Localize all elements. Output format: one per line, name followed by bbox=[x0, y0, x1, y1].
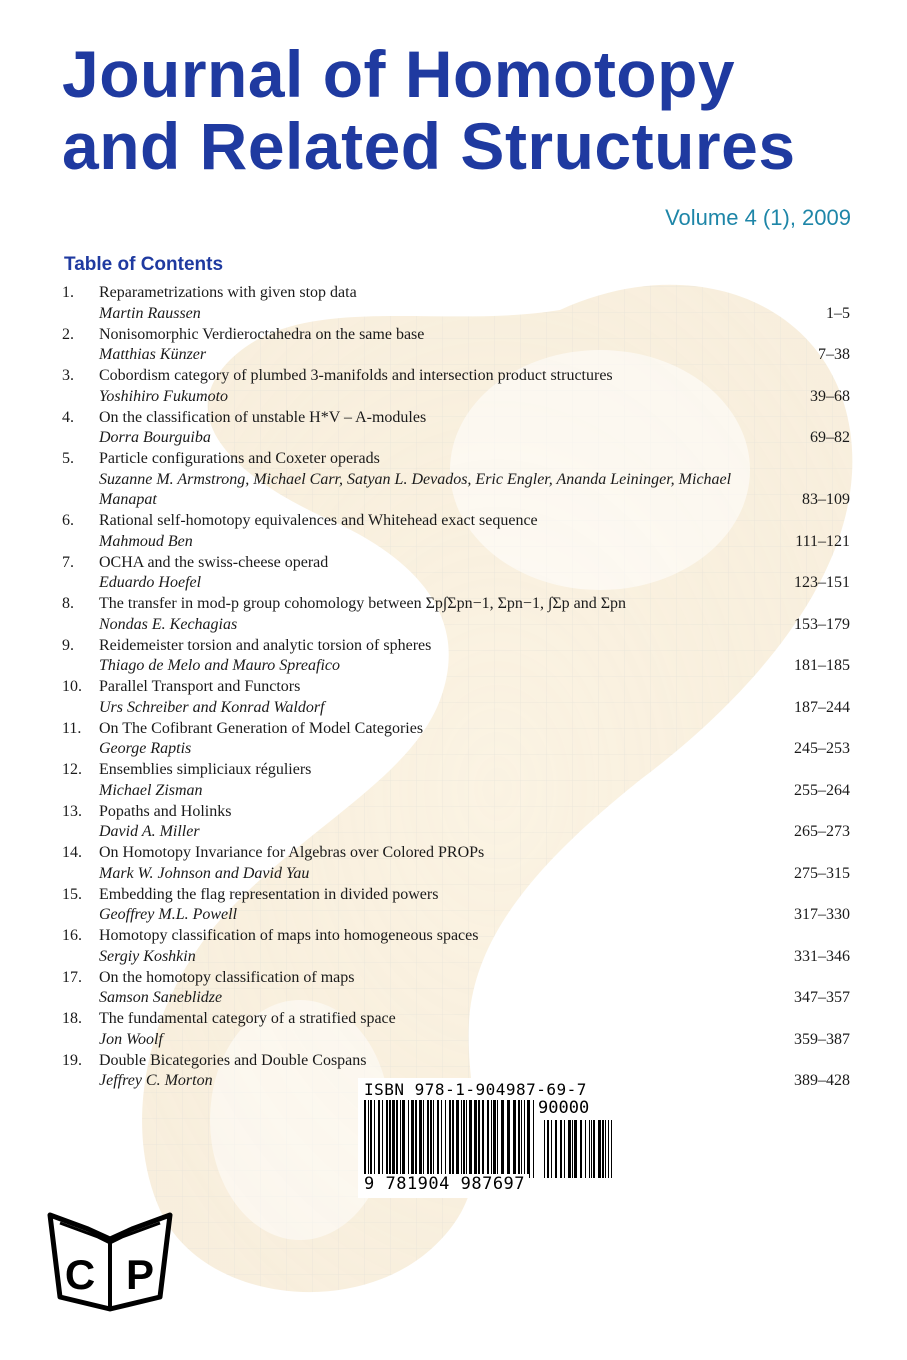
toc-entry bbox=[62, 802, 850, 843]
addon-bar bbox=[598, 1120, 601, 1178]
barcode-bar bbox=[415, 1100, 417, 1178]
toc-entry-title: OCHA and the swiss-cheese operad bbox=[99, 553, 329, 571]
toc-entry-number: 15. bbox=[62, 885, 82, 903]
toc-entry-number: 6. bbox=[62, 512, 74, 529]
addon-bar bbox=[568, 1120, 571, 1178]
toc-entry-authors: Nondas E. Kechagias bbox=[99, 615, 238, 633]
barcode-bar bbox=[368, 1100, 369, 1178]
toc-entry-number: 4. bbox=[62, 408, 74, 426]
addon-bar bbox=[572, 1120, 573, 1178]
addon-bar bbox=[591, 1120, 592, 1178]
barcode-bar bbox=[449, 1100, 451, 1178]
toc-entry-title: Nonisomorphic Verdieroctahedra on the same base bbox=[99, 325, 425, 343]
toc-entry-pages: 83–109 bbox=[802, 491, 850, 508]
barcode-bar bbox=[466, 1100, 467, 1178]
toc-heading: Table of Contents bbox=[64, 254, 224, 275]
toc-entry bbox=[62, 719, 850, 760]
toc-entry-authors: Matthias Künzer bbox=[99, 346, 207, 363]
toc-entry-pages: 153–179 bbox=[794, 615, 850, 633]
toc-entry-authors: Jon Woolf bbox=[99, 1030, 163, 1048]
barcode-bar bbox=[518, 1100, 520, 1178]
toc-entry-authors: Jeffrey C. Morton bbox=[99, 1072, 213, 1089]
addon-bar bbox=[544, 1120, 545, 1178]
toc-entry-pages: 347–357 bbox=[794, 989, 850, 1006]
addon-bar bbox=[560, 1120, 562, 1178]
toc-entry-authors: Eduardo Hoefel bbox=[99, 574, 202, 591]
addon-bar bbox=[555, 1120, 557, 1178]
toc-entry bbox=[62, 511, 850, 552]
toc-entry-authors: Mark W. Johnson and David Yau bbox=[99, 864, 310, 882]
toc-entry-number: 8. bbox=[62, 595, 74, 612]
toc-entry bbox=[62, 325, 850, 366]
barcode-bar bbox=[411, 1100, 414, 1178]
addon-bar bbox=[589, 1120, 590, 1178]
barcode-bar bbox=[364, 1100, 366, 1178]
toc-entry-authors: Dorra Bourguiba bbox=[99, 429, 211, 446]
toc-entry-number: 9. bbox=[62, 636, 74, 654]
toc-entry-number: 12. bbox=[62, 761, 82, 778]
barcode-bar bbox=[513, 1100, 516, 1178]
barcode-bar bbox=[419, 1100, 422, 1178]
toc-entry-pages: 111–121 bbox=[795, 532, 850, 550]
toc-entry-authors: Samson Saneblidze bbox=[99, 989, 223, 1006]
toc-entry-pages: 69–82 bbox=[810, 429, 850, 446]
barcode-bar bbox=[430, 1100, 432, 1178]
addon-bar bbox=[564, 1120, 565, 1178]
logo-letter-c: C bbox=[64, 1251, 96, 1298]
toc-entry bbox=[62, 1009, 850, 1050]
toc-entry bbox=[62, 677, 850, 718]
toc-entry-pages: 389–428 bbox=[794, 1072, 850, 1089]
barcode-bar bbox=[392, 1100, 395, 1178]
barcode-bar bbox=[370, 1100, 372, 1178]
toc-entry-title: Double Bicategories and Double Cospans bbox=[99, 1051, 367, 1069]
toc-entry-pages: 7–38 bbox=[818, 346, 850, 363]
isbn-addon: 90000 bbox=[538, 1098, 590, 1118]
barcode-bar bbox=[482, 1100, 484, 1178]
toc-entry bbox=[62, 449, 850, 511]
toc-entry bbox=[62, 760, 850, 801]
toc-entry-number: 13. bbox=[62, 802, 82, 820]
addon-bar bbox=[611, 1120, 612, 1178]
publisher-logo bbox=[40, 1205, 180, 1315]
toc-entry bbox=[62, 553, 850, 594]
toc-entry-pages: 317–330 bbox=[794, 906, 850, 923]
isbn-barcode-block bbox=[358, 1078, 618, 1198]
toc-entry-number: 3. bbox=[62, 367, 74, 384]
toc-entry-number: 19. bbox=[62, 1051, 82, 1069]
title-line-2: and Related Structures bbox=[62, 109, 796, 183]
toc-entry-authors: Thiago de Melo and Mauro Spreafico bbox=[99, 657, 341, 674]
toc-entry-number: 1. bbox=[62, 284, 74, 301]
toc-entry-authors: Martin Raussen bbox=[99, 304, 201, 322]
toc-entry-number: 16. bbox=[62, 927, 82, 944]
barcode-bar bbox=[374, 1100, 375, 1178]
toc-entry bbox=[62, 283, 850, 324]
toc-entry-title: Reidemeister torsion and analytic torsion of spheres bbox=[99, 636, 432, 654]
barcode-bar bbox=[521, 1100, 522, 1178]
table-of-contents bbox=[62, 283, 850, 1092]
toc-entry-pages: 181–185 bbox=[794, 657, 850, 674]
toc-entry-pages: 1–5 bbox=[826, 304, 850, 322]
toc-entry-title: Rational self-homotopy equivalences and Whitehead exact sequence bbox=[99, 512, 538, 529]
toc-entry-pages: 275–315 bbox=[794, 864, 850, 882]
barcode-bar bbox=[382, 1100, 383, 1178]
toc-entry-pages: 331–346 bbox=[794, 947, 850, 965]
toc-entry-title: On The Cofibrant Generation of Model Categories bbox=[99, 719, 424, 737]
toc-entry-authors: David A. Miller bbox=[99, 823, 200, 840]
toc-entry bbox=[62, 408, 850, 449]
toc-entry-title: On the homotopy classification of maps bbox=[99, 968, 355, 986]
barcode-bar bbox=[478, 1100, 480, 1178]
barcode-bar bbox=[402, 1100, 405, 1178]
addon-bar bbox=[547, 1120, 549, 1178]
barcode-bar bbox=[501, 1100, 504, 1178]
barcode-bar bbox=[527, 1100, 530, 1178]
barcode-bar bbox=[469, 1100, 472, 1178]
toc-entry-number: 10. bbox=[62, 678, 82, 695]
toc-entry-authors: Suzanne M. Armstrong, Michael Carr, Satyan L. Devados, Eric Engler, Ananda Leininger, Michael Manapat bbox=[99, 470, 732, 508]
toc-entry-title: The transfer in mod-p group cohomology between Σp∫Σpn−1, Σpn−1, ∫Σp and Σpn bbox=[99, 595, 627, 612]
toc-entry bbox=[62, 968, 850, 1009]
toc-entry-title: Particle configurations and Coxeter operads bbox=[99, 450, 380, 467]
barcode-bar bbox=[524, 1100, 525, 1178]
toc-entry-title: Cobordism category of plumbed 3-manifolds and intersection product structures bbox=[99, 367, 613, 384]
barcode-bar bbox=[378, 1100, 380, 1178]
volume-info: Volume 4 (1), 2009 bbox=[665, 205, 851, 230]
barcode-bar bbox=[437, 1100, 439, 1178]
barcode-bar bbox=[493, 1100, 496, 1178]
toc-entry-authors: Yoshihiro Fukumoto bbox=[99, 387, 229, 405]
barcode-bar bbox=[408, 1100, 409, 1178]
barcode-bar bbox=[491, 1100, 492, 1178]
toc-entry-title: The fundamental category of a stratified space bbox=[99, 1010, 396, 1027]
toc-entry-number: 7. bbox=[62, 553, 74, 571]
toc-entry-pages: 265–273 bbox=[794, 823, 850, 840]
toc-entry bbox=[62, 843, 850, 884]
barcode-bar bbox=[497, 1100, 498, 1178]
logo-letter-p: P bbox=[125, 1251, 155, 1298]
toc-entry-authors: Urs Schreiber and Konrad Waldorf bbox=[99, 698, 325, 716]
barcode-bar bbox=[533, 1100, 534, 1178]
toc-entry-pages: 123–151 bbox=[794, 574, 850, 591]
toc-entry-pages: 255–264 bbox=[794, 781, 850, 799]
toc-entry bbox=[62, 594, 850, 635]
toc-entry-pages: 187–244 bbox=[794, 698, 850, 716]
toc-entry bbox=[62, 366, 850, 407]
toc-entry-authors: Michael Zisman bbox=[99, 781, 203, 799]
barcode-bar bbox=[386, 1100, 388, 1178]
addon-bar bbox=[602, 1120, 604, 1178]
barcode-bar bbox=[456, 1100, 459, 1178]
journal-title bbox=[62, 38, 862, 182]
barcode-bar bbox=[474, 1100, 477, 1178]
toc-entry-number: 18. bbox=[62, 1010, 82, 1027]
barcode-bar bbox=[441, 1100, 442, 1178]
addon-bar bbox=[580, 1120, 582, 1178]
toc-entry-number: 2. bbox=[62, 325, 74, 343]
isbn-label: ISBN 978-1-904987-69-7 bbox=[364, 1080, 587, 1099]
barcode-bar bbox=[400, 1100, 401, 1178]
addon-bar bbox=[574, 1120, 577, 1178]
toc-entry-number: 14. bbox=[62, 844, 82, 861]
toc-entry-title: On Homotopy Invariance for Algebras over Colored PROPs bbox=[99, 844, 485, 861]
toc-entry-title: Homotopy classification of maps into homogeneous spaces bbox=[99, 927, 479, 944]
toc-entry-authors: Geoffrey M.L. Powell bbox=[99, 906, 238, 923]
toc-entry-title: Ensemblies simpliciaux réguliers bbox=[99, 761, 312, 778]
toc-entry-number: 5. bbox=[62, 450, 74, 467]
toc-entry bbox=[62, 885, 850, 926]
toc-entry bbox=[62, 636, 850, 677]
toc-entry-title: Embedding the flag representation in divided powers bbox=[99, 885, 439, 903]
barcode-bar bbox=[452, 1100, 454, 1178]
toc-entry-number: 17. bbox=[62, 968, 82, 986]
toc-entry-pages: 245–253 bbox=[794, 740, 850, 757]
toc-entry-pages: 359–387 bbox=[794, 1030, 850, 1048]
barcode-bar bbox=[433, 1100, 434, 1178]
addon-bar bbox=[608, 1120, 609, 1178]
toc-entry-title: Popaths and Holinks bbox=[99, 802, 232, 820]
toc-entry-number: 11. bbox=[62, 719, 82, 737]
barcode-bar bbox=[427, 1100, 429, 1178]
addon-bar bbox=[605, 1120, 606, 1178]
barcode-bar bbox=[507, 1100, 510, 1178]
barcode-bar bbox=[389, 1100, 391, 1178]
toc-entry bbox=[62, 926, 850, 967]
barcode-bar bbox=[423, 1100, 424, 1178]
barcode-bar bbox=[396, 1100, 398, 1178]
barcode-bar bbox=[461, 1100, 462, 1178]
toc-entry-title: Parallel Transport and Functors bbox=[99, 678, 301, 695]
title-line-1: Journal of Homotopy bbox=[62, 37, 736, 111]
barcode-digits: 9 781904 987697 bbox=[364, 1174, 529, 1194]
toc-entry-pages: 39–68 bbox=[810, 387, 850, 405]
toc-entry-title: Reparametrizations with given stop data bbox=[99, 284, 357, 301]
barcode-bar bbox=[463, 1100, 465, 1178]
barcode-bar bbox=[487, 1100, 489, 1178]
toc-entry-authors: Mahmoud Ben bbox=[99, 532, 193, 550]
addon-bar bbox=[593, 1120, 595, 1178]
toc-entry-title: On the classification of unstable H*V – A-modules bbox=[99, 408, 427, 426]
toc-entry-authors: Sergiy Koshkin bbox=[99, 947, 196, 965]
addon-bar bbox=[585, 1120, 586, 1178]
toc-entry-authors: George Raptis bbox=[99, 740, 192, 757]
barcode-bar bbox=[445, 1100, 446, 1178]
barcode bbox=[362, 1100, 614, 1178]
addon-bar bbox=[551, 1120, 552, 1178]
